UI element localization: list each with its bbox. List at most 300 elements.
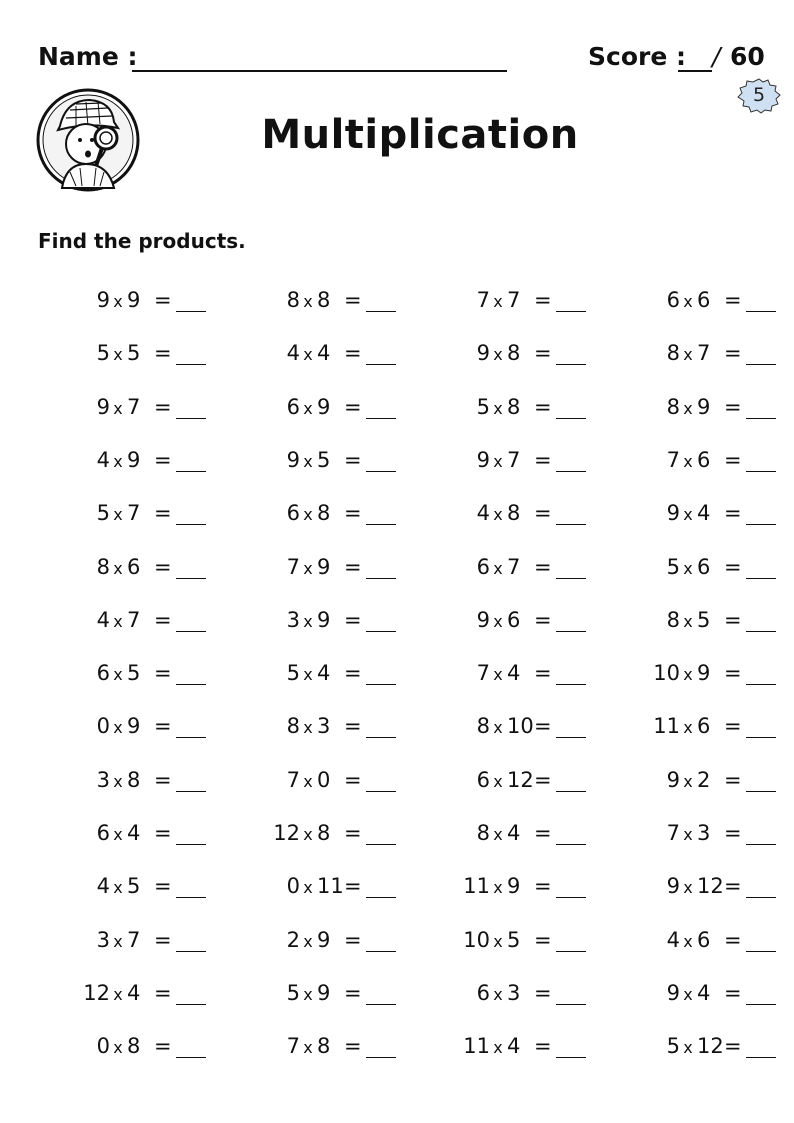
equals-sign: = [154, 714, 172, 739]
times-sign: x [303, 718, 313, 738]
multiplication-problem [220, 712, 410, 748]
instructions: Find the products. [38, 229, 246, 253]
factor-b: 5 [697, 607, 711, 632]
multiplication-problem [220, 339, 410, 375]
times-sign: x [113, 1038, 123, 1058]
equals-sign: = [154, 288, 172, 312]
factor-b: 3 [317, 714, 331, 739]
factor-a: 3 [286, 607, 300, 632]
multiplication-problem [410, 712, 600, 748]
multiplication-problem [600, 553, 790, 589]
multiplication-problem [600, 1032, 790, 1068]
answer-blank[interactable] [556, 418, 586, 419]
answer-blank[interactable] [176, 897, 206, 898]
answer-blank[interactable] [176, 524, 206, 525]
problem-row [30, 446, 770, 482]
factor-b: 11 [317, 874, 344, 899]
times-sign: x [493, 931, 503, 951]
worksheet-header [38, 40, 765, 80]
times-sign: x [683, 451, 693, 471]
factor-a: 7 [476, 288, 490, 312]
answer-blank[interactable] [746, 471, 776, 472]
factor-a: 6 [476, 980, 490, 1005]
answer-blank[interactable] [176, 578, 206, 579]
answer-blank[interactable] [746, 791, 776, 792]
equals-sign: = [534, 447, 552, 472]
factor-b: 9 [697, 394, 711, 419]
multiplication-problem [30, 393, 220, 429]
answer-blank[interactable] [366, 418, 396, 419]
times-sign: x [113, 505, 123, 525]
multiplication-problem [30, 766, 220, 802]
factor-b: 12 [507, 767, 534, 792]
factor-b: 9 [127, 447, 141, 472]
equals-sign: = [154, 394, 172, 419]
factor-a: 12 [273, 821, 300, 845]
problem-row [30, 979, 770, 1015]
equals-sign: = [534, 661, 552, 686]
factor-a: 9 [666, 980, 680, 1005]
factor-a: 3 [96, 767, 110, 792]
times-sign: x [303, 984, 313, 1004]
answer-blank[interactable] [366, 1057, 396, 1058]
page-title: Multiplication [261, 112, 579, 158]
answer-blank[interactable] [556, 631, 586, 632]
factor-a: 9 [476, 341, 490, 366]
equals-sign: = [344, 501, 362, 526]
equals-sign: = [344, 554, 362, 579]
name-label: Name : [38, 42, 138, 71]
factor-a: 3 [96, 927, 110, 952]
times-sign: x [683, 878, 693, 898]
times-sign: x [303, 665, 313, 685]
equals-sign: = [534, 1034, 552, 1059]
answer-blank[interactable] [366, 311, 396, 312]
score-field[interactable] [678, 70, 712, 72]
answer-blank[interactable] [176, 684, 206, 685]
factor-a: 4 [666, 927, 680, 952]
answer-blank[interactable] [746, 844, 776, 845]
times-sign: x [493, 505, 503, 525]
factor-a: 9 [96, 288, 110, 312]
times-sign: x [113, 718, 123, 738]
answer-blank[interactable] [746, 578, 776, 579]
times-sign: x [493, 825, 503, 844]
times-sign: x [683, 931, 693, 951]
factor-a: 7 [476, 661, 490, 686]
factor-b: 9 [317, 980, 331, 1005]
times-sign: x [113, 345, 123, 365]
problem-row [30, 499, 770, 535]
equals-sign: = [534, 554, 552, 579]
multiplication-problem [410, 339, 600, 375]
factor-a: 8 [476, 821, 490, 845]
times-sign: x [113, 771, 123, 791]
multiplication-problem [600, 766, 790, 802]
times-sign: x [493, 398, 503, 418]
times-sign: x [303, 451, 313, 471]
name-field[interactable] [132, 70, 507, 72]
equals-sign: = [154, 927, 172, 952]
times-sign: x [113, 558, 123, 578]
answer-blank[interactable] [746, 684, 776, 685]
factor-a: 7 [666, 821, 680, 845]
factor-b: 9 [317, 394, 331, 419]
answer-blank[interactable] [746, 418, 776, 419]
multiplication-problem [30, 553, 220, 589]
multiplication-problem [220, 659, 410, 695]
factor-b: 8 [317, 501, 331, 526]
problem-row [30, 872, 770, 908]
answer-blank[interactable] [556, 1004, 586, 1005]
problem-row [30, 339, 770, 375]
answer-blank[interactable] [746, 364, 776, 365]
answer-blank[interactable] [366, 471, 396, 472]
multiplication-problem [30, 819, 220, 855]
equals-sign: = [154, 554, 172, 579]
factor-a: 5 [96, 501, 110, 526]
factor-a: 9 [96, 394, 110, 419]
equals-sign: = [344, 341, 362, 366]
problem-row [30, 393, 770, 429]
equals-sign: = [344, 874, 362, 899]
factor-b: 4 [127, 980, 141, 1005]
multiplication-problem [600, 926, 790, 962]
answer-blank[interactable] [746, 737, 776, 738]
factor-b: 8 [317, 288, 331, 312]
factor-a: 5 [96, 341, 110, 366]
factor-b: 2 [697, 767, 711, 792]
equals-sign: = [724, 874, 742, 899]
factor-b: 8 [507, 501, 521, 526]
equals-sign: = [154, 980, 172, 1005]
times-sign: x [493, 984, 503, 1004]
multiplication-problem [410, 819, 600, 855]
factor-b: 9 [317, 554, 331, 579]
equals-sign: = [534, 927, 552, 952]
factor-b: 7 [127, 607, 141, 632]
factor-b: 6 [127, 554, 141, 579]
answer-blank[interactable] [556, 364, 586, 365]
factor-a: 6 [476, 767, 490, 792]
factor-b: 8 [127, 1034, 141, 1059]
factor-b: 5 [127, 341, 141, 366]
factor-a: 12 [83, 980, 110, 1005]
answer-blank[interactable] [176, 737, 206, 738]
factor-b: 7 [507, 288, 521, 312]
times-sign: x [683, 771, 693, 791]
equals-sign: = [534, 341, 552, 366]
equals-sign: = [344, 767, 362, 792]
answer-blank[interactable] [176, 471, 206, 472]
factor-b: 8 [127, 767, 141, 792]
equals-sign: = [724, 394, 742, 419]
multiplication-problem [600, 339, 790, 375]
factor-a: 9 [476, 447, 490, 472]
factor-a: 4 [286, 341, 300, 366]
multiplication-problem [410, 766, 600, 802]
factor-b: 9 [127, 714, 141, 739]
times-sign: x [683, 292, 693, 311]
answer-blank[interactable] [366, 578, 396, 579]
times-sign: x [493, 718, 503, 738]
factor-b: 8 [507, 394, 521, 419]
answer-blank[interactable] [366, 844, 396, 845]
score-total: 60 [730, 42, 765, 71]
multiplication-problem [410, 286, 600, 322]
multiplication-problem [410, 393, 600, 429]
factor-a: 7 [286, 767, 300, 792]
multiplication-problem [220, 499, 410, 535]
factor-a: 6 [286, 501, 300, 526]
equals-sign: = [724, 980, 742, 1005]
answer-blank[interactable] [366, 737, 396, 738]
answer-blank[interactable] [746, 897, 776, 898]
factor-b: 6 [697, 447, 711, 472]
problem-row [30, 1032, 770, 1068]
multiplication-problem [600, 872, 790, 908]
multiplication-problem [30, 339, 220, 375]
factor-a: 8 [666, 394, 680, 419]
detective-boy-magnifying-glass-icon [36, 88, 140, 192]
badge-number: 5 [752, 84, 766, 106]
multiplication-problem [600, 712, 790, 748]
answer-blank[interactable] [746, 311, 776, 312]
answer-blank[interactable] [746, 1004, 776, 1005]
times-sign: x [113, 665, 123, 685]
equals-sign: = [534, 714, 552, 739]
multiplication-problem [410, 872, 600, 908]
factor-b: 4 [697, 980, 711, 1005]
equals-sign: = [724, 554, 742, 579]
factor-b: 5 [507, 927, 521, 952]
times-sign: x [113, 451, 123, 471]
factor-b: 7 [507, 447, 521, 472]
answer-blank[interactable] [176, 951, 206, 952]
answer-blank[interactable] [176, 791, 206, 792]
answer-blank[interactable] [366, 897, 396, 898]
factor-b: 6 [697, 554, 711, 579]
problem-row [30, 659, 770, 695]
answer-blank[interactable] [556, 791, 586, 792]
factor-b: 3 [697, 821, 711, 845]
factor-a: 8 [96, 554, 110, 579]
multiplication-problem [30, 1032, 220, 1068]
times-sign: x [113, 825, 123, 844]
answer-blank[interactable] [366, 524, 396, 525]
multiplication-problem [220, 393, 410, 429]
answer-blank[interactable] [366, 684, 396, 685]
factor-a: 7 [666, 447, 680, 472]
factor-b: 5 [127, 874, 141, 899]
factor-a: 0 [96, 714, 110, 739]
times-sign: x [493, 611, 503, 631]
factor-a: 6 [476, 554, 490, 579]
equals-sign: = [154, 1034, 172, 1059]
times-sign: x [113, 611, 123, 631]
factor-a: 7 [286, 554, 300, 579]
factor-a: 10 [653, 661, 680, 686]
multiplication-problem [220, 926, 410, 962]
answer-blank[interactable] [176, 1057, 206, 1058]
times-sign: x [683, 718, 693, 738]
factor-a: 4 [476, 501, 490, 526]
factor-a: 9 [286, 447, 300, 472]
equals-sign: = [154, 447, 172, 472]
multiplication-problem [600, 819, 790, 855]
multiplication-problem [600, 606, 790, 642]
factor-a: 5 [476, 394, 490, 419]
factor-a: 2 [286, 927, 300, 952]
answer-blank[interactable] [556, 951, 586, 952]
factor-b: 8 [317, 821, 331, 845]
multiplication-problem [220, 286, 410, 322]
factor-a: 8 [666, 607, 680, 632]
problem-row [30, 606, 770, 642]
factor-a: 0 [286, 874, 300, 899]
multiplication-problem [30, 926, 220, 962]
answer-blank[interactable] [176, 844, 206, 845]
factor-a: 8 [666, 341, 680, 366]
answer-blank[interactable] [176, 631, 206, 632]
answer-blank[interactable] [366, 791, 396, 792]
multiplication-problem [410, 499, 600, 535]
problem-row [30, 286, 770, 322]
multiplication-problem [410, 606, 600, 642]
answer-blank[interactable] [556, 737, 586, 738]
factor-b: 9 [127, 288, 141, 312]
answer-blank[interactable] [556, 897, 586, 898]
factor-a: 6 [96, 821, 110, 845]
factor-a: 9 [666, 501, 680, 526]
answer-blank[interactable] [746, 524, 776, 525]
equals-sign: = [154, 874, 172, 899]
times-sign: x [493, 665, 503, 685]
equals-sign: = [154, 501, 172, 526]
equals-sign: = [154, 767, 172, 792]
times-sign: x [303, 505, 313, 525]
factor-b: 6 [507, 607, 521, 632]
times-sign: x [493, 451, 503, 471]
times-sign: x [113, 292, 123, 311]
answer-blank[interactable] [176, 418, 206, 419]
answer-blank[interactable] [366, 951, 396, 952]
multiplication-problem [600, 393, 790, 429]
answer-blank[interactable] [746, 1057, 776, 1058]
factor-b: 4 [697, 501, 711, 526]
problem-row [30, 926, 770, 962]
answer-blank[interactable] [556, 524, 586, 525]
factor-b: 5 [317, 447, 331, 472]
detective-logo [36, 88, 140, 192]
times-sign: x [683, 1038, 693, 1058]
answer-blank[interactable] [556, 1057, 586, 1058]
factor-b: 6 [697, 714, 711, 739]
factor-b: 0 [317, 767, 331, 792]
times-sign: x [493, 558, 503, 578]
times-sign: x [113, 984, 123, 1004]
answer-blank[interactable] [366, 364, 396, 365]
multiplication-problem [600, 979, 790, 1015]
factor-b: 4 [317, 661, 331, 686]
times-sign: x [113, 931, 123, 951]
times-sign: x [683, 611, 693, 631]
answer-blank[interactable] [176, 364, 206, 365]
problem-row [30, 766, 770, 802]
answer-blank[interactable] [746, 951, 776, 952]
equals-sign: = [724, 714, 742, 739]
times-sign: x [303, 931, 313, 951]
equals-sign: = [534, 501, 552, 526]
equals-sign: = [344, 607, 362, 632]
factor-a: 5 [666, 1034, 680, 1059]
multiplication-problem [600, 659, 790, 695]
equals-sign: = [344, 927, 362, 952]
factor-b: 4 [507, 661, 521, 686]
multiplication-problem [30, 446, 220, 482]
factor-b: 3 [507, 980, 521, 1005]
equals-sign: = [724, 501, 742, 526]
factor-b: 7 [697, 341, 711, 366]
factor-b: 12 [697, 874, 724, 899]
answer-blank[interactable] [556, 684, 586, 685]
multiplication-problem [410, 926, 600, 962]
times-sign: x [683, 345, 693, 365]
times-sign: x [683, 558, 693, 578]
factor-b: 5 [127, 661, 141, 686]
factor-b: 7 [127, 501, 141, 526]
equals-sign: = [344, 1034, 362, 1059]
times-sign: x [303, 345, 313, 365]
multiplication-problem [600, 499, 790, 535]
equals-sign: = [534, 874, 552, 899]
factor-b: 6 [697, 927, 711, 952]
answer-blank[interactable] [556, 311, 586, 312]
answer-blank[interactable] [366, 631, 396, 632]
answer-blank[interactable] [366, 1004, 396, 1005]
factor-a: 7 [286, 1034, 300, 1059]
factor-b: 6 [697, 288, 711, 312]
factor-b: 4 [127, 821, 141, 845]
factor-b: 4 [507, 821, 521, 845]
answer-blank[interactable] [176, 1004, 206, 1005]
problem-row [30, 819, 770, 855]
times-sign: x [683, 984, 693, 1004]
multiplication-problem [30, 872, 220, 908]
answer-blank[interactable] [556, 471, 586, 472]
answer-blank[interactable] [556, 578, 586, 579]
equals-sign: = [534, 288, 552, 312]
factor-b: 7 [127, 394, 141, 419]
answer-blank[interactable] [556, 844, 586, 845]
factor-b: 12 [697, 1034, 724, 1059]
answer-blank[interactable] [176, 311, 206, 312]
multiplication-problem [410, 446, 600, 482]
problem-row [30, 553, 770, 589]
times-sign: x [493, 292, 503, 311]
equals-sign: = [724, 341, 742, 366]
times-sign: x [493, 1038, 503, 1058]
score-slash: / [712, 42, 721, 71]
multiplication-problem [30, 499, 220, 535]
times-sign: x [493, 771, 503, 791]
answer-blank[interactable] [746, 631, 776, 632]
multiplication-problem [220, 553, 410, 589]
times-sign: x [683, 505, 693, 525]
factor-a: 4 [96, 447, 110, 472]
factor-b: 8 [317, 1034, 331, 1059]
problem-row [30, 712, 770, 748]
